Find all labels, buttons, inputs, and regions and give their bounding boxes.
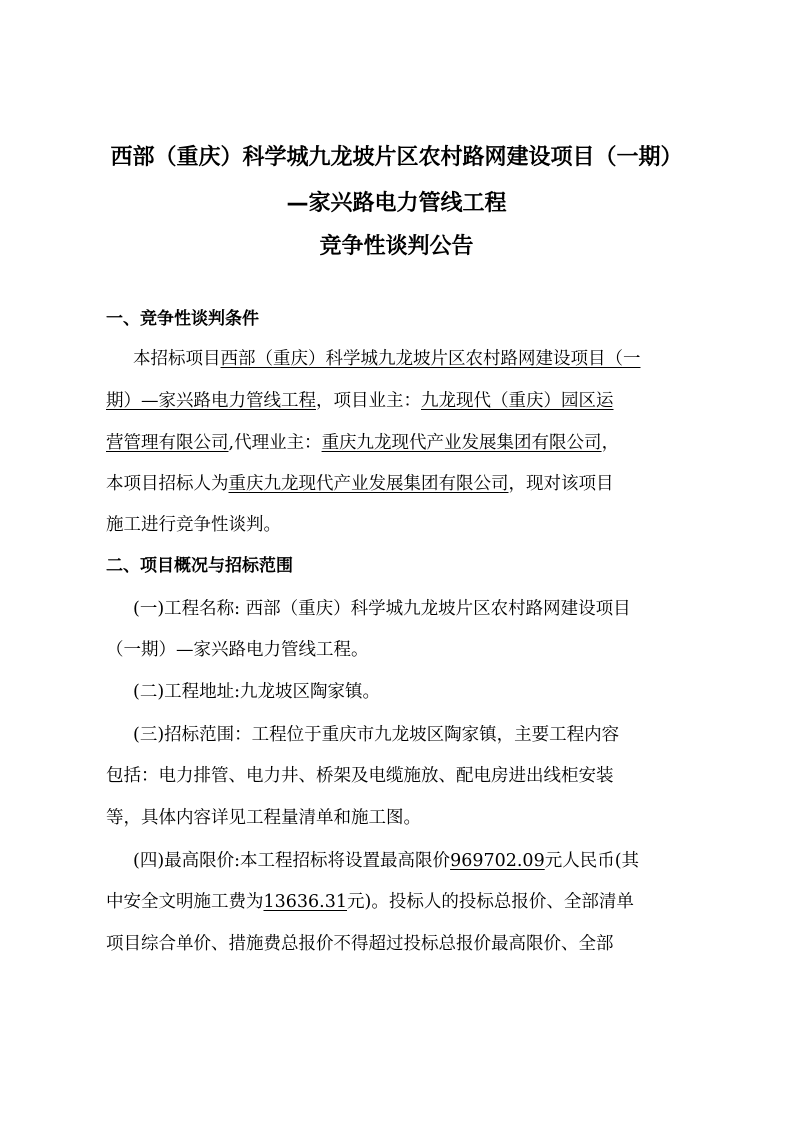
- text: 中安全文明施工费为: [106, 892, 264, 912]
- section-2-p4-line-3: 项目综合单价、措施费总报价不得超过投标总报价最高限价、全部: [106, 934, 614, 954]
- section-2-p3-line-1: (三)招标范围：工程位于重庆市九龙坡区陶家镇，主要工程内容: [133, 725, 620, 745]
- text: 元人民币(其: [544, 851, 640, 871]
- text: 本招标项目: [133, 349, 221, 369]
- agent-owner-underlined: 重庆九龙现代产业发展集团有限公司: [321, 433, 602, 453]
- doc-title-line-3: 竞争性谈判公告: [319, 234, 474, 259]
- project-owner-underlined: 九龙现代（重庆）园区运: [421, 391, 614, 411]
- section-2-p2-line-1: (二)工程地址:九龙坡区陶家镇。: [133, 682, 381, 702]
- section-2-p1-line-2: （一期）—家兴路电力管线工程。: [106, 640, 369, 660]
- section-1-line-5: 施工进行竞争性谈判。: [106, 515, 281, 535]
- section-1-line-4: [106, 472, 614, 496]
- section-2-p1-line-1: (一)工程名称: 西部（重庆）科学城九龙坡片区农村路网建设项目: [133, 599, 631, 619]
- project-name-underlined-cont: 期）—家兴路电力管线工程: [106, 391, 316, 411]
- max-price-value: 969702.09: [450, 851, 545, 871]
- project-owner-underlined-cont: 营管理有限公司: [106, 433, 229, 453]
- section-2-p3-line-2: 包括：电力排管、电力井、桥架及电缆施放、配电房进出线柜安装: [106, 766, 614, 786]
- section-1-line-1: [133, 347, 641, 371]
- text: (四)最高限价:本工程招标将设置最高限价: [133, 851, 451, 871]
- text: 本项目招标人为: [106, 474, 229, 494]
- section-2-p4-line-1: [133, 849, 639, 873]
- section-2-heading: 二、项目概况与招标范围: [106, 556, 293, 576]
- text: ，现对该项目: [508, 474, 614, 494]
- doc-title-line-1: 西部（重庆）科学城九龙坡片区农村路网建设项目（一期）: [110, 145, 683, 170]
- text: ，项目业主：: [316, 391, 421, 411]
- project-name-underlined: 西部（重庆）科学城九龙坡片区农村路网建设项目（一: [220, 349, 641, 369]
- section-1-line-2: [106, 389, 614, 413]
- safety-fee-value: 13636.31: [263, 892, 348, 912]
- text: 元)。投标人的投标总报价、全部清单: [347, 892, 634, 912]
- text: ，: [601, 433, 620, 453]
- tenderer-underlined: 重庆九龙现代产业发展集团有限公司: [228, 474, 509, 494]
- section-1-heading: 一、竞争性谈判条件: [106, 309, 259, 329]
- section-1-line-3: [106, 431, 619, 455]
- text: ,代理业主：: [228, 433, 322, 453]
- section-2-p3-line-3: 等，具体内容详见工程量清单和施工图。: [106, 808, 421, 828]
- doc-title-line-2: —家兴路电力管线工程: [286, 191, 507, 216]
- section-2-p4-line-2: [106, 890, 634, 914]
